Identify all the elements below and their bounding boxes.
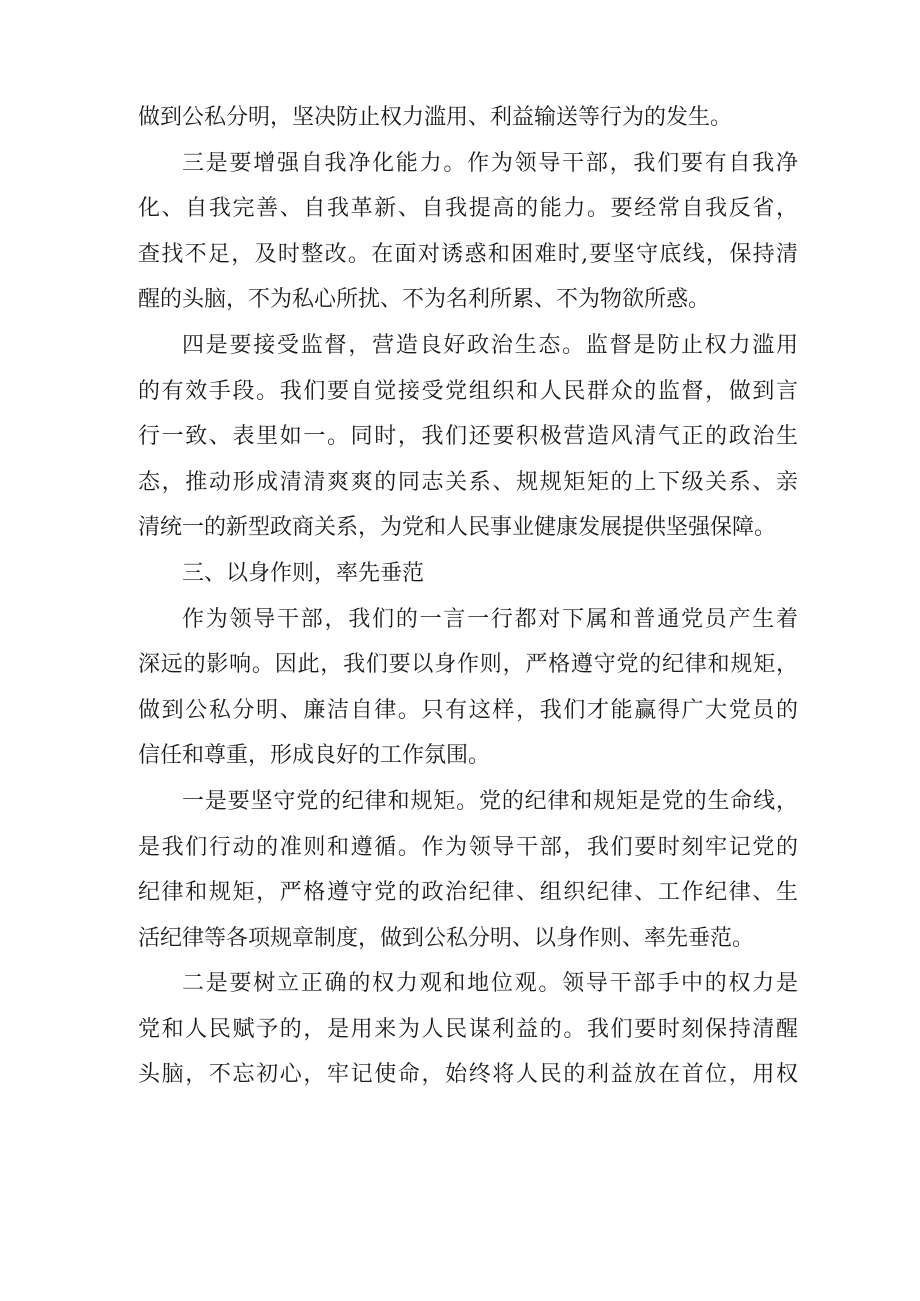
text-line: 深远的影响。因此，我们要以身作则，严格遵守党的纪律和规矩， [138, 652, 798, 678]
text-line: 醒的头脑，不为私心所扰、不为名利所累、不为物欲所惑。 [138, 287, 711, 313]
text-line: 查找不足，及时整改。在面对诱惑和困难时,要坚守底线，保持清 [138, 241, 798, 267]
text-line: 三是要增强自我净化能力。作为领导干部，我们要有自我净 [182, 150, 798, 176]
text-line: 做到公私分明、廉洁自律。只有这样，我们才能赢得广大党员的 [138, 697, 798, 723]
text-line: 头脑，不忘初心，牢记使命，始终将人民的利益放在首位，用权 [138, 1062, 798, 1088]
text-line: 化、自我完善、自我革新、自我提高的能力。要经常自我反省， [138, 196, 798, 222]
text-line: 是我们行动的准则和遵循。作为领导干部，我们要时刻牢记党的 [138, 834, 798, 860]
text-line: 三、以身作则，率先垂范 [182, 560, 425, 586]
document-body [138, 95, 798, 1098]
text-line: 清统一的新型政商关系，为党和人民事业健康发展提供坚强保障。 [138, 515, 777, 541]
text-line: 信任和尊重，形成良好的工作氛围。 [138, 743, 491, 769]
text-line: 态，推动形成清清爽爽的同志关系、规规矩矩的上下级关系、亲 [138, 469, 798, 495]
text-line: 行一致、表里如一。同时，我们还要积极营造风清气正的政治生 [138, 424, 798, 450]
text-line: 作为领导干部，我们的一言一行都对下属和普通党员产生着 [182, 606, 798, 632]
text-line: 的有效手段。我们要自觉接受党组织和人民群众的监督，做到言 [138, 378, 798, 404]
text-line: 纪律和规矩，严格遵守党的政治纪律、组织纪律、工作纪律、生 [138, 880, 798, 906]
text-line: 四是要接受监督，营造良好政治生态。监督是防止权力滥用 [182, 332, 798, 358]
text-line: 二是要树立正确的权力观和地位观。领导干部手中的权力是 [182, 971, 798, 997]
text-line: 一是要坚守党的纪律和规矩。党的纪律和规矩是党的生命线， [182, 788, 798, 814]
text-line: 做到公私分明，坚决防止权力滥用、利益输送等行为的发生。 [138, 105, 733, 130]
text-line: 党和人民赋予的，是用来为人民谋利益的。我们要时刻保持清醒 [138, 1016, 798, 1042]
text-line: 活纪律等各项规章制度，做到公私分明、以身作则、率先垂范。 [138, 925, 755, 951]
